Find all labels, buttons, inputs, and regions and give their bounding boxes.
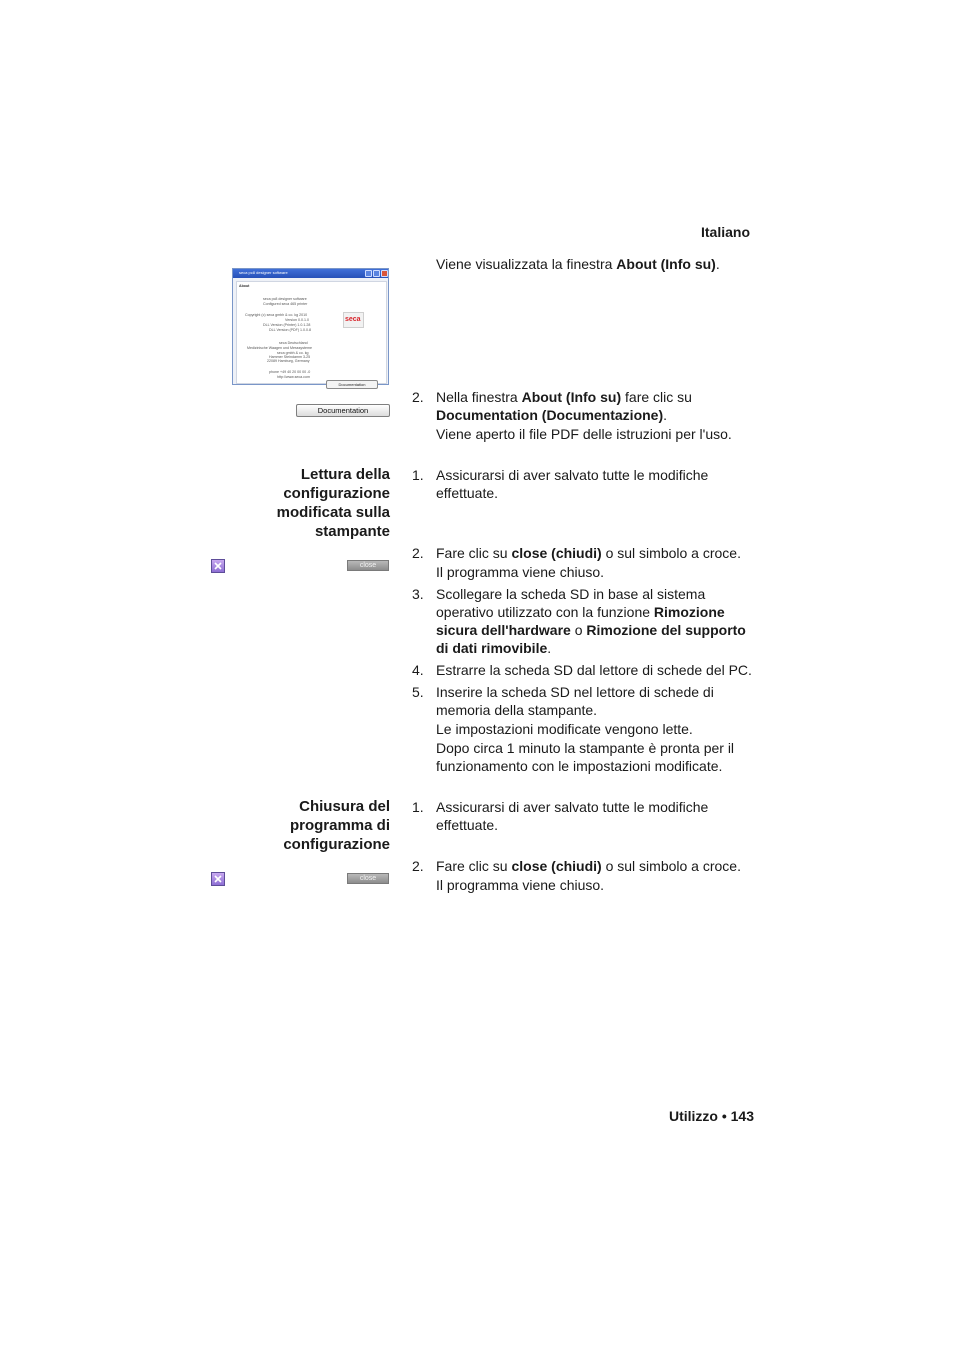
step-text: Fare clic su close (chiudi) o sul simbolo a croce. bbox=[436, 545, 741, 561]
about-line: Copyright (c) seca gmbh & co. kg 2010 bbox=[245, 313, 308, 317]
close-x-icon[interactable] bbox=[211, 559, 225, 573]
seca-logo bbox=[343, 312, 364, 328]
close-x-icon[interactable] bbox=[211, 872, 225, 886]
minimize-icon bbox=[365, 270, 372, 277]
section-heading: Lettura della configurazione modificata sulla stampante bbox=[276, 466, 390, 540]
step-text: Assicurarsi di aver salvato tutte le modifiche effettuate. bbox=[436, 467, 709, 501]
close-button[interactable]: close bbox=[347, 560, 389, 571]
step-number: 3. bbox=[412, 586, 424, 602]
about-line: phone +49 40 20 00 00 -0 bbox=[269, 370, 311, 374]
about-line: DLL Version (PDF) 1.0.0.8 bbox=[269, 328, 312, 332]
step-text: Inserire la scheda SD nel lettore di schede di memoria della stampante. bbox=[436, 684, 714, 718]
about-line: Version 0.0.1.0 bbox=[285, 318, 309, 322]
step-number: 4. bbox=[412, 662, 424, 678]
about-line: DLL Version (Printer) 1.0.1.28 bbox=[263, 323, 311, 327]
step-result: Le impostazioni modificate vengono lette. bbox=[436, 721, 693, 737]
maximize-icon bbox=[373, 270, 380, 277]
about-line: Hammer Steindamm 3-25 bbox=[269, 355, 311, 359]
step-text: Fare clic su close (chiudi) o sul simbolo a croce. bbox=[436, 858, 741, 874]
language-label: Italiano bbox=[700, 224, 750, 240]
step-number: 2. bbox=[412, 858, 424, 874]
about-window-titlebar bbox=[233, 269, 388, 278]
step-result: Il programma viene chiuso. bbox=[436, 877, 605, 893]
step-result: Dopo circa 1 minuto la stampante è pronta per il funzionamento con le impostazioni modificate. bbox=[436, 740, 735, 774]
step-result: Viene aperto il file PDF delle istruzioni per l'uso. bbox=[436, 426, 732, 442]
about-line: http://www.seca.com bbox=[277, 375, 310, 379]
about-window-panel bbox=[236, 281, 387, 387]
step-text: Assicurarsi di aver salvato tutte le modifiche effettuate. bbox=[436, 799, 709, 833]
about-line: Medizinische Waagen und Messsysteme bbox=[247, 346, 312, 350]
step-number: 2. bbox=[412, 545, 424, 561]
documentation-button[interactable]: Documentation bbox=[296, 404, 390, 417]
about-line: 22089 Hamburg, Germany bbox=[267, 359, 310, 363]
about-documentation-button: Documentation bbox=[326, 380, 378, 389]
section-heading: Chiusura del programma di configurazione bbox=[283, 798, 390, 853]
close-button[interactable]: close bbox=[347, 873, 389, 884]
step-result: Il programma viene chiuso. bbox=[436, 564, 605, 580]
step-number: 1. bbox=[412, 467, 424, 483]
seca-logo-text: seca bbox=[345, 316, 361, 323]
step-number: 2. bbox=[412, 389, 424, 405]
intro-text: Viene visualizzata la finestra About (Info su). bbox=[436, 256, 720, 272]
close-icon bbox=[381, 270, 388, 277]
about-line: seca pc8 designer software bbox=[263, 297, 307, 301]
about-line: Configured seca 465 printer bbox=[263, 302, 308, 306]
about-tab-label: About bbox=[239, 284, 250, 288]
step-number: 1. bbox=[412, 799, 424, 815]
about-window-screenshot bbox=[232, 268, 389, 385]
step-number: 5. bbox=[412, 684, 424, 700]
step-text: Nella finestra About (Info su) fare clic su Documentation (Documentazione). bbox=[436, 389, 692, 423]
step-text: Scollegare la scheda SD in base al sistema operativo utilizzato con la funzione Rimozione sicura dell'hardware o Rimozione del supporto di dati rimovibile. bbox=[436, 586, 746, 656]
about-window-title: seca pc8 designer software bbox=[239, 270, 288, 275]
about-line: seca Deutschland bbox=[279, 341, 308, 345]
step-text: Estrarre la scheda SD dal lettore di schede del PC. bbox=[436, 662, 752, 678]
about-line: seca gmbh & co. kg bbox=[277, 351, 309, 355]
page-footer: Utilizzo • 143 bbox=[668, 1108, 754, 1124]
